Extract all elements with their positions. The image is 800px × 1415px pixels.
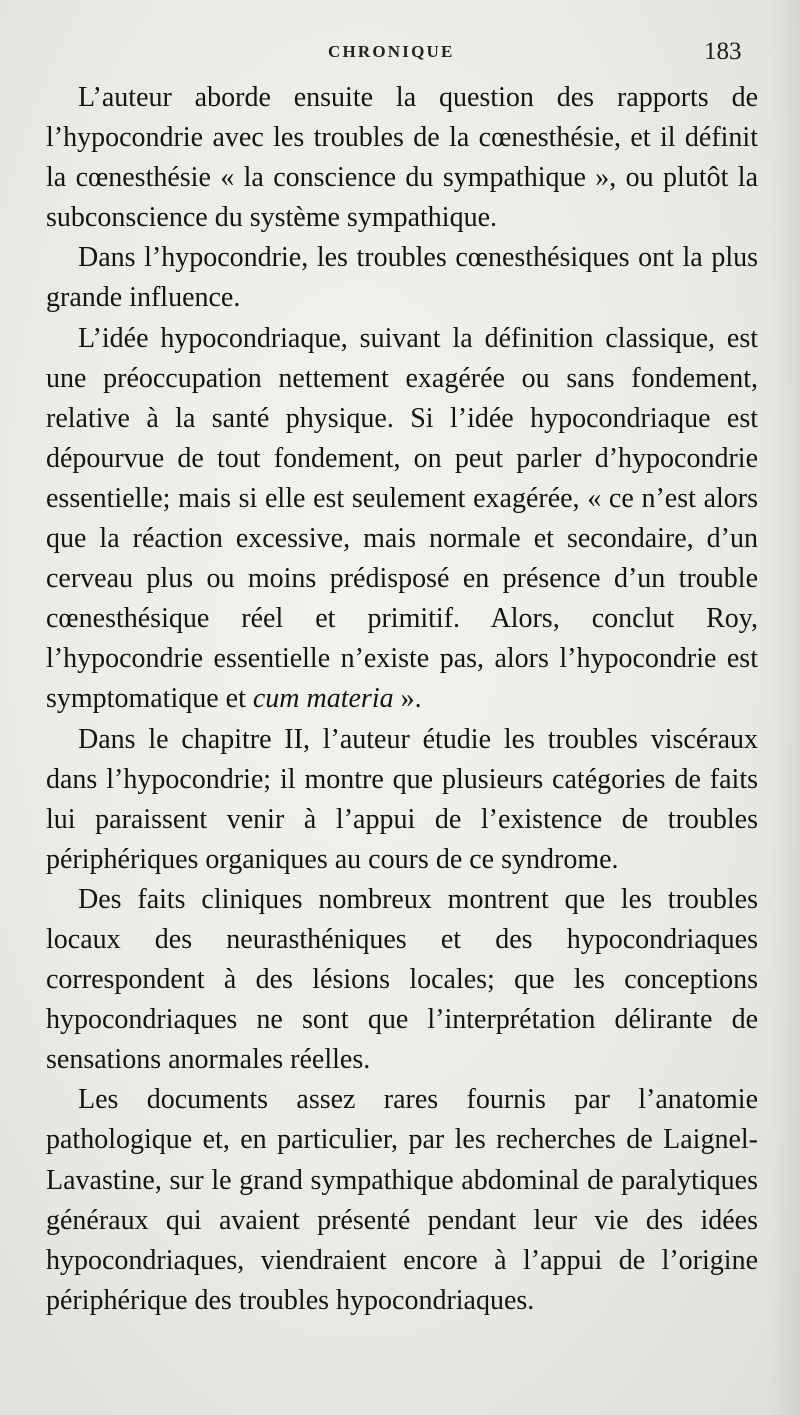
paragraph-4: Dans le chapitre II, l’auteur étudie les troubles viscéraux dans l’hypocondrie; il montre que plusieurs catégories de faits lui paraissent venir à l’appui de l’existence de troubles périphériques organiques au cours de ce syndrome. — [46, 723, 758, 875]
paragraph-5: Des faits cliniques nombreux montrent que les troubles locaux des neurasthéniques et des hypocondriaques correspondent à des lésions locales; que les conceptions hypocondriaques ne sont que l’interprétation délirante de sensations anormales réelles. — [46, 883, 758, 1076]
page-number: 183 — [704, 38, 742, 65]
paragraph-3-end: ». — [393, 683, 422, 715]
running-title: CHRONIQUE — [328, 42, 455, 61]
body-text — [46, 78, 758, 1321]
paragraph-2: Dans l’hypocondrie, les troubles cœnesthésiques ont la plus grande influence. — [46, 242, 758, 314]
paragraph-6: Les documents assez rares fournis par l’anatomie pathologique et, en particulier, par les recherches de Laignel-Lavastine, sur le grand sympathique abdominal de paralytiques généraux qui avaient présenté pendant leur vie des idées hypocondriaques, viendraient encore à l’appui de l’origine périphérique des troubles hypocondriaques. — [46, 1084, 758, 1316]
paragraph-3-text: L’idée hypocondriaque, suivant la définition classique, est une préoccupation nettement exagérée ou sans fondement, relative à la santé physique. Si l’idée hypocondriaque est dépourvue de tout fondement, on peut parler d’hypocondrie essentielle; mais si elle est seulement exagérée, « ce n’est alors que la réaction excessive, mais normale et secondaire, d’un cerveau plus ou moins prédisposé en présence d’un trouble cœnesthésique réel et primitif. Alors, conclut Roy, l’hypocondrie essentielle n’existe pas, alors l’hypocondrie est symptomatique et — [46, 322, 758, 715]
latin-phrase: cum materia — [252, 683, 394, 715]
running-head — [0, 38, 800, 68]
paragraph-1: L’auteur aborde ensuite la question des rapports de l’hypocondrie avec les troubles de la cœnesthésie, et il définit la cœnesthésie « la conscience du sympathique », ou plutôt la subconscience du système sympathique. — [46, 82, 758, 234]
paragraph-3 — [46, 319, 758, 720]
page-edge-shadow — [770, 0, 800, 1415]
